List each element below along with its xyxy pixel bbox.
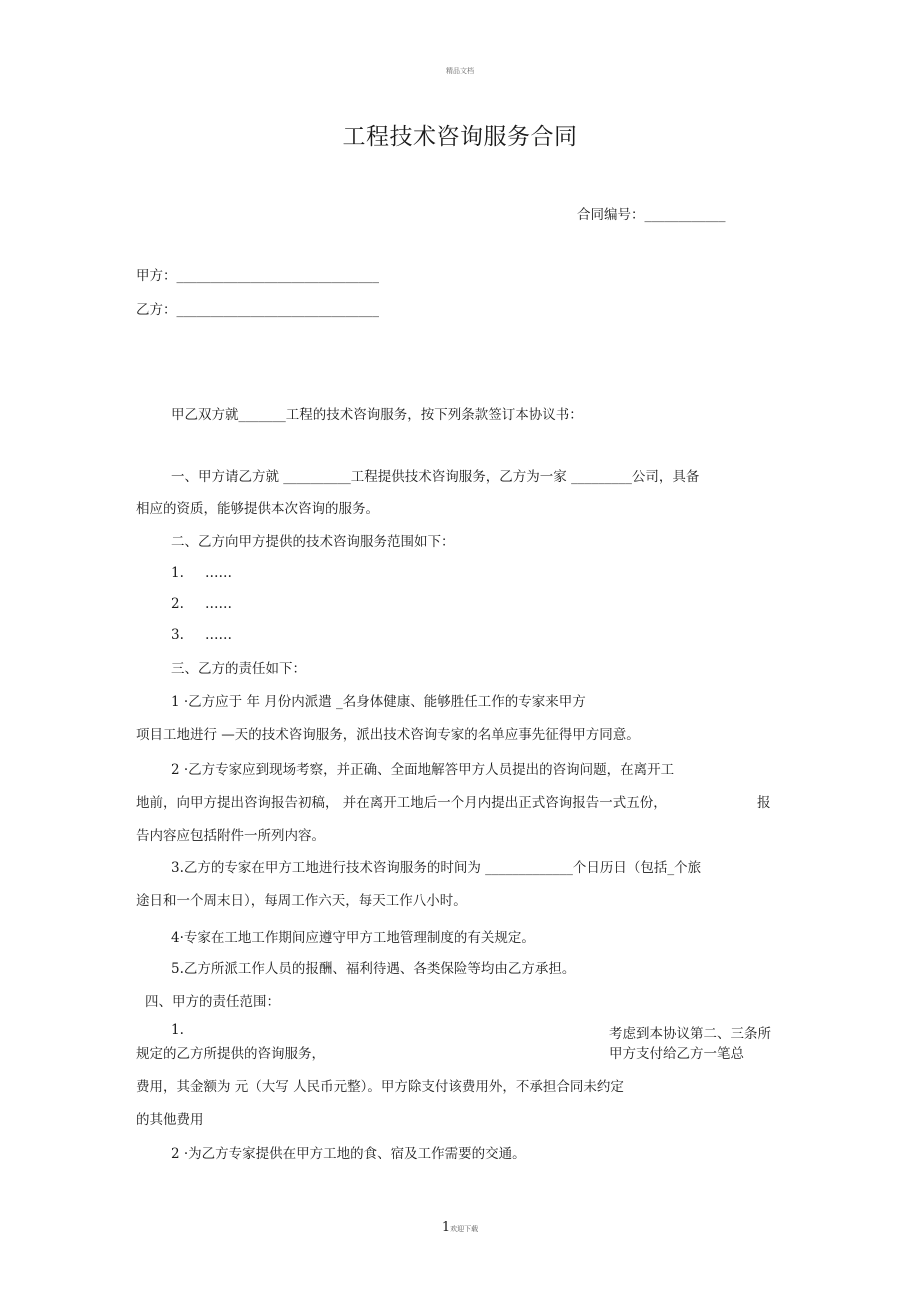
scope-item-text: …… [205,596,232,612]
clause-1-line-1: 一、甲方请乙方就 __________工程提供技术咨询服务，乙方为一家 _________公司，具备 [171,469,700,485]
clause-3-1-line-1: 1 ·乙方应于 年 月份内派遣 _名身体健康、能够胜任工作的专家来甲方 [171,694,586,710]
header-watermark: 精品文档 [446,67,474,75]
scope-item-number: 1. [171,565,184,581]
clause-3-4: 4·专家在工地工作期间应遵守甲方工地管理制度的有关规定。 [171,930,535,946]
clause-3-1-line-2: 项目工地进行 —天的技术咨询服务，派出技术咨询专家的名单应事先征得甲方同意。 [136,727,640,743]
clause-3-3-line-1: 3.乙方的专家在甲方工地进行技术咨询服务的时间为 _____________个日历日（包括_个旅 [171,860,702,876]
scope-item [171,565,232,581]
clause-4-1-right-line-1: 考虑到本协议第二、三条所 [609,1026,771,1042]
clause-3-5: 5.乙方所派工作人员的报酬、福利待遇、各类保险等均由乙方承担。 [171,961,576,977]
clause-4-2: 2 ·为乙方专家提供在甲方工地的食、宿及工作需要的交通。 [171,1146,526,1162]
clause-3-2-line-2-end: 报 [757,795,771,811]
footer-note: 欢迎下载 [450,1225,479,1233]
intro-paragraph: 甲乙双方就_______工程的技术咨询服务，按下列条款签订本协议书： [171,407,583,423]
scope-item-text: …… [205,627,232,643]
clause-3-heading: 三、乙方的责任如下： [171,661,306,677]
scope-item [171,596,232,612]
party-a-line: 甲方：______________________________ [136,268,379,284]
scope-item-number: 3. [171,627,184,643]
clause-3-2-line-2: 地前，向甲方提出咨询报告初稿， 并在离开工地后一个月内提出正式咨询报告一式五份， [136,795,667,811]
scope-item-number: 2. [171,596,184,612]
clause-2-heading: 二、乙方向甲方提供的技术咨询服务范围如下： [171,534,455,550]
page-footer [0,1220,920,1235]
clause-4-1-line-4: 的其他费用 [136,1112,204,1128]
document-title: 工程技术咨询服务合同 [342,124,578,150]
clause-3-3-line-2: 途日和一个周末日），每周工作六天，每天工作八小时。 [136,893,467,909]
page-number: 1 [441,1220,451,1235]
clause-4-1-line-3: 费用，其金额为 元（大写 人民币元整）。甲方除支付该费用外，不承担合同未约定 [136,1079,624,1095]
scope-item [171,627,232,643]
party-b-line: 乙方：______________________________ [136,302,379,318]
scope-item-text: …… [205,565,232,581]
clause-4-1-left-line-2: 规定的乙方所提供的咨询服务， [136,1046,325,1062]
contract-number: 合同编号：____________ [577,207,726,223]
clause-4-1-right-line-2: 甲方支付给乙方一笔总 [609,1046,744,1062]
clause-4-heading: 四、甲方的责任范围： [145,994,280,1010]
clause-3-2-line-1: 2 ·乙方专家应到现场考察，并正确、全面地解答甲方人员提出的咨询问题，在离开工 [171,762,675,778]
clause-3-2-line-3: 告内容应包括附件一所列内容。 [136,828,325,844]
clause-4-1-number: 1. [171,1022,184,1038]
clause-1-line-2: 相应的资质，能够提供本次咨询的服务。 [136,501,379,517]
